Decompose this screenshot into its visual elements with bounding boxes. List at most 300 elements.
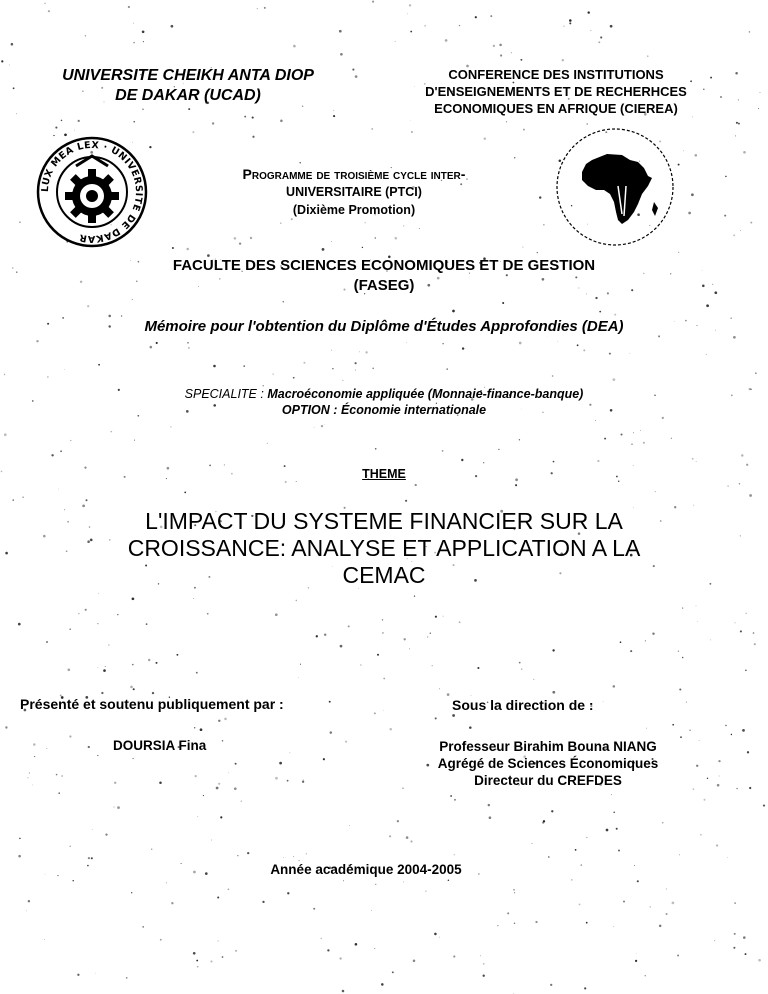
speckle [424, 25, 425, 26]
speckle [375, 448, 377, 450]
speckle [375, 884, 376, 885]
speckle [571, 879, 573, 881]
speckle [403, 225, 404, 226]
speckle [314, 427, 315, 428]
speckle [98, 364, 100, 366]
speckle [598, 41, 600, 43]
speckle [403, 881, 404, 882]
speckle [228, 888, 230, 890]
speckle [267, 443, 268, 444]
speckle [459, 621, 461, 623]
supervisor-line-3: Directeur du CREFDES [474, 773, 622, 788]
speckle [46, 641, 48, 643]
speckle [446, 368, 448, 370]
speckle [235, 950, 237, 952]
speckle [557, 341, 558, 342]
speckle [33, 743, 36, 746]
speckle [197, 816, 198, 817]
speckle [332, 368, 333, 369]
speckle [9, 65, 10, 66]
speckle [340, 645, 343, 648]
speckle [98, 667, 99, 668]
speckle [659, 925, 661, 927]
speckle [454, 854, 455, 855]
speckle [671, 438, 672, 439]
speckle [339, 957, 341, 959]
speckle [150, 346, 153, 349]
university-line-1: UNIVERSITE CHEIKH ANTA DIOP [62, 67, 314, 84]
speckle [234, 237, 237, 240]
speckle [321, 425, 323, 427]
speckle [146, 623, 148, 625]
speciality-label: SPECIALITE : [184, 387, 264, 401]
speckle [207, 613, 209, 615]
speckle [340, 53, 343, 56]
speckle [29, 773, 30, 774]
speckle [22, 496, 23, 497]
speckle [410, 120, 411, 121]
speckle [287, 892, 289, 894]
speckle [650, 906, 651, 907]
speckle [514, 157, 515, 158]
speckle [5, 726, 7, 728]
programme-line-1: Programme de troisième cycle inter- [242, 166, 466, 182]
speckle [299, 162, 300, 163]
speckle [231, 473, 233, 475]
speckle [85, 35, 86, 36]
speckle [716, 844, 718, 846]
speckle [745, 953, 747, 955]
speckle [193, 598, 194, 599]
speckle [643, 442, 645, 444]
speckle [763, 805, 765, 807]
speckle [511, 52, 512, 53]
speckle [700, 834, 702, 836]
speckle [395, 237, 398, 240]
speckle [590, 30, 591, 31]
speckle [666, 913, 668, 915]
speckle [69, 735, 71, 737]
programme-block [164, 165, 544, 219]
speckle [577, 344, 579, 346]
speckle [749, 787, 751, 789]
speckle [324, 424, 325, 425]
speckle [374, 948, 375, 949]
speckle [480, 955, 481, 956]
speckle [105, 833, 107, 835]
speckle [159, 782, 162, 785]
speckle [128, 6, 130, 8]
speckle [490, 15, 492, 17]
speckle [132, 597, 135, 600]
speckle [18, 855, 21, 858]
faculty-line-1: FACULTE DES SCIENCES ECONOMIQUES ET DE GESTION [172, 257, 596, 274]
speckle [365, 351, 367, 353]
speckle [679, 688, 681, 690]
speckle [493, 45, 495, 47]
speckle [514, 923, 516, 925]
speckle [97, 623, 98, 624]
speckle [519, 342, 522, 345]
speckle [696, 461, 697, 462]
speckle [61, 120, 63, 122]
speckle [196, 672, 198, 674]
speckle [235, 763, 237, 765]
speckle [58, 489, 59, 490]
speckle [604, 438, 606, 440]
speciality-value: Macroéconomie appliquée (Monnaie-finance-banque) [267, 387, 584, 401]
speckle [734, 933, 736, 935]
speckle [562, 59, 564, 61]
speckle [677, 954, 679, 956]
speckle [462, 347, 464, 349]
speckle [453, 955, 455, 957]
speckle [287, 780, 289, 782]
speckle [372, 367, 374, 369]
speckle [362, 247, 363, 248]
speckle [588, 11, 590, 13]
speckle [64, 369, 65, 370]
speckle [521, 669, 522, 670]
speckle [114, 782, 116, 784]
speckle [237, 855, 238, 856]
speckle [77, 974, 79, 976]
author-name: DOURSIA Fina [113, 738, 207, 753]
speckle [569, 22, 571, 24]
speckle [519, 439, 520, 440]
speckle [12, 267, 13, 268]
speckle [355, 370, 356, 371]
speckle [92, 829, 93, 830]
speckle [672, 902, 675, 905]
speckle [88, 857, 90, 859]
speckle [85, 609, 87, 611]
speckle [188, 108, 190, 110]
speckle [1, 471, 3, 473]
speckle [18, 623, 21, 626]
speckle [222, 956, 224, 958]
speckle [758, 959, 761, 962]
speckle [714, 291, 717, 294]
speckle [727, 857, 728, 858]
speckle [475, 475, 477, 477]
speckle [313, 908, 315, 910]
speckle [631, 443, 633, 445]
speckle [209, 465, 211, 467]
speckle [280, 120, 283, 123]
speckle [658, 335, 660, 337]
speckle [543, 820, 545, 822]
speckle [316, 635, 318, 637]
academic-year: Année académique 2004-2005 [270, 862, 462, 877]
speckle [718, 760, 720, 762]
speckle [44, 3, 45, 4]
speckle [734, 902, 735, 903]
speckle [520, 59, 522, 61]
speckle [58, 792, 60, 794]
speckle [688, 212, 691, 215]
speckle [5, 552, 8, 555]
speckle [443, 616, 444, 617]
speckle [515, 478, 518, 481]
speckle [611, 794, 612, 795]
speckle [488, 804, 490, 806]
speckle [381, 983, 384, 986]
speckle [738, 123, 740, 125]
speckle [152, 692, 154, 694]
speckle [343, 880, 344, 881]
speckle [331, 350, 332, 351]
speckle [409, 649, 410, 650]
speckle [609, 353, 611, 355]
speckle [599, 311, 601, 313]
speckle [666, 889, 667, 890]
speckle [616, 828, 618, 830]
speckle [187, 342, 189, 344]
speckle [51, 454, 53, 456]
speckle [142, 109, 143, 110]
speckle [513, 889, 514, 890]
speckle [142, 30, 145, 33]
speckle [672, 724, 674, 726]
speckle [447, 693, 450, 696]
speckle [397, 820, 399, 822]
speckle [430, 632, 431, 633]
speckle [633, 432, 634, 433]
speckle [652, 633, 654, 635]
speckle [275, 777, 278, 780]
theme-label: THEME [362, 467, 406, 481]
speckle [342, 380, 343, 381]
speckle [293, 856, 294, 857]
speckle [331, 241, 332, 242]
speckle [74, 130, 75, 131]
speckle [746, 464, 748, 466]
speckle [176, 654, 178, 656]
speckle [483, 975, 485, 977]
speckle [239, 242, 241, 244]
speckle [552, 649, 554, 651]
speckle [731, 734, 732, 735]
speckle [395, 41, 396, 42]
speckle [618, 481, 619, 482]
speckle [725, 176, 727, 178]
speckle [78, 120, 80, 122]
speckle [143, 41, 144, 42]
speckle [172, 247, 174, 249]
conference-line-1: CONFERENCE DES INSTITUTIONS [448, 67, 664, 82]
speckle [678, 651, 679, 652]
speckle [280, 222, 281, 223]
speckle [382, 619, 383, 620]
speckle [78, 613, 79, 614]
speckle [727, 485, 728, 486]
option-label: OPTION : [281, 403, 338, 417]
speckle [613, 685, 616, 688]
cierea-africa-logo [552, 124, 678, 250]
seal-text: LUX MEA LEX · UNIVERSITE DE DAKAR [39, 139, 145, 245]
supervisor-block [378, 738, 718, 789]
speckle [131, 892, 132, 893]
presented-label: Présenté et soutenu publiquement par : [20, 696, 284, 712]
speckle [409, 4, 411, 6]
speckle [515, 484, 517, 486]
speckle [392, 971, 394, 973]
speckle [569, 19, 572, 22]
speckle [616, 476, 618, 478]
speckle [275, 613, 278, 616]
speckle [406, 342, 407, 343]
speckle [55, 127, 57, 129]
speckle [552, 691, 555, 694]
speckle [32, 400, 33, 401]
speckle [69, 628, 70, 629]
speckle [749, 388, 751, 390]
speckle [621, 434, 623, 436]
speckle [743, 936, 746, 939]
speckle [44, 939, 45, 940]
speckle [34, 756, 35, 757]
speckle [374, 712, 376, 714]
speckle [743, 151, 746, 154]
speckle [212, 122, 214, 124]
speckle [739, 483, 740, 484]
speckle [110, 431, 112, 433]
speckle [618, 849, 620, 851]
speckle [427, 636, 428, 637]
speckle [431, 665, 432, 666]
speckle [506, 121, 507, 122]
speckle [327, 949, 329, 951]
speckle [217, 940, 218, 941]
faculty-name [60, 256, 708, 296]
speckle [543, 224, 544, 225]
speckle [195, 775, 197, 777]
speckle [303, 362, 305, 364]
speckle [97, 755, 98, 756]
speckle [610, 25, 613, 28]
speckle [36, 340, 38, 342]
speckle [507, 912, 509, 914]
speckle [26, 911, 27, 912]
speckle [633, 465, 634, 466]
speckle [691, 193, 694, 196]
speckle [586, 922, 588, 924]
speckle [264, 7, 266, 9]
speckle [186, 248, 189, 251]
speckle [442, 450, 444, 452]
speckle [252, 117, 254, 119]
speckle [383, 710, 384, 711]
speckle [410, 31, 412, 33]
speckle [442, 343, 444, 345]
speckle [372, 1, 374, 3]
speckle [142, 926, 144, 928]
speckle [48, 10, 50, 12]
speckle [218, 783, 220, 785]
speckle [389, 728, 391, 730]
speckle [439, 937, 440, 938]
speckle [760, 92, 761, 93]
speckle [755, 373, 756, 374]
speckle [243, 365, 245, 367]
speckle [548, 856, 550, 858]
speckle [355, 362, 357, 364]
speckle [166, 883, 167, 884]
speckle [535, 921, 537, 923]
speckle [448, 879, 450, 881]
speckle [293, 377, 295, 379]
speckle [706, 354, 707, 355]
speckle [452, 310, 455, 313]
speckle [155, 662, 157, 664]
speckle [634, 865, 635, 866]
speckle [749, 494, 752, 497]
title-line-3: CEMAC [342, 562, 426, 588]
speckle [407, 14, 408, 15]
speckle [349, 825, 350, 826]
speckle [333, 110, 334, 111]
ucad-seal-logo [36, 136, 148, 248]
speckle [747, 751, 749, 753]
speckle [45, 874, 46, 875]
speckle [200, 728, 203, 731]
speckle [575, 849, 577, 851]
speckle [46, 748, 47, 749]
speckle [523, 247, 524, 248]
speckle [88, 746, 90, 748]
speckle [87, 305, 89, 307]
speckle [124, 476, 126, 478]
speckle [210, 960, 212, 962]
speckle [284, 465, 286, 467]
speckle [647, 55, 648, 56]
speciality-block [100, 386, 668, 418]
conference-line-2: D'ENSEIGNEMENTS ET DE RECHERHCES [425, 84, 687, 99]
speckle [710, 640, 711, 641]
speckle [419, 228, 420, 229]
speckle [95, 973, 96, 974]
speckle [296, 600, 298, 602]
speckle [117, 806, 120, 809]
speckle [134, 440, 135, 441]
speckle [16, 113, 17, 114]
speckle [693, 505, 694, 506]
speckle [82, 505, 85, 508]
speckle [262, 901, 264, 903]
speckle [389, 835, 391, 837]
speckle [405, 500, 407, 502]
university-line-2: DE DAKAR (UCAD) [115, 87, 261, 104]
speckle [216, 787, 219, 790]
speckle [735, 623, 736, 624]
speckle [257, 8, 258, 9]
speckle [203, 795, 204, 796]
speckle [84, 467, 86, 469]
speckle [330, 731, 332, 733]
speckle [365, 222, 366, 223]
speckle [731, 395, 733, 397]
speckle [683, 150, 684, 151]
supervisor-line-1: Professeur Birahim Bouna NIANG [439, 739, 657, 754]
speckle [132, 758, 133, 759]
title-line-2: CROISSANCE: ANALYSE ET APPLICATION A LA [127, 535, 641, 561]
speckle [224, 464, 225, 465]
speckle [754, 643, 756, 645]
speckle [205, 872, 208, 875]
speckle [302, 781, 304, 783]
speckle [382, 632, 384, 634]
